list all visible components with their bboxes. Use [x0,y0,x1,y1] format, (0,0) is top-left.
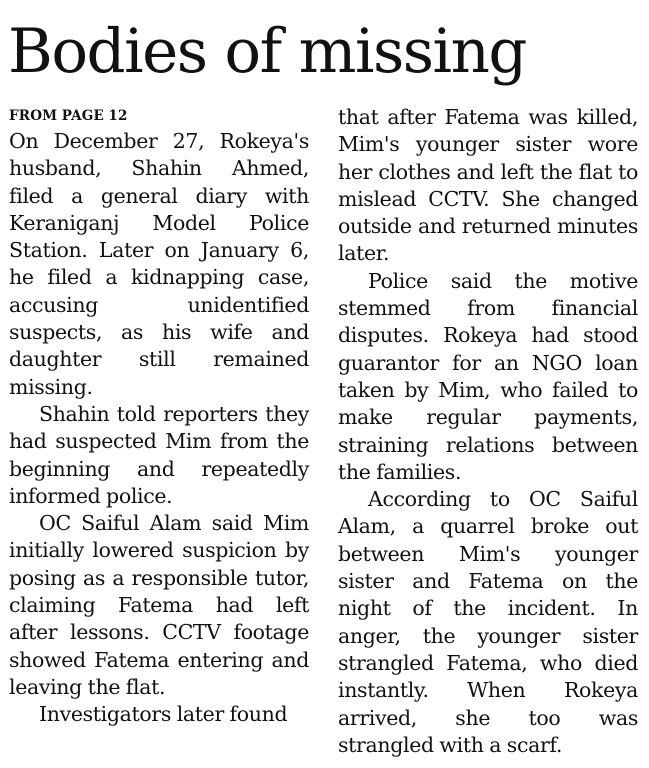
article-column-right [338,104,638,759]
jump-label: FROM PAGE 12 [9,108,128,124]
paragraph: Shahin told reporters they had suspected Mim from the beginning and repeatedly informed police. [9,401,309,508]
paragraph: that after Fatema was killed, Mim's younger sister wore her clothes and left the flat to mislead CCTV. She changed outside and returned minutes later. [338,105,638,266]
paragraph: According to OC Saiful Alam, a quarrel broke out between Mim's younger sister and Fatema on the night of the incident. In anger, the younger sister strangled Fatema, who died instantly. When Rokeya arrived, she too was strangled with a scarf. [338,487,638,757]
paragraph: Police said the motive stemmed from financial disputes. Rokeya had stood guarantor for an NGO loan taken by Mim, who failed to make regular payments, straining relations between the families. [338,268,638,484]
paragraph: Investigators later found [39,702,288,727]
paragraph: OC Saiful Alam said Mim initially lowered suspicion by posing as a responsible tutor, claiming Fatema had left after lessons. CCTV footage showed Fatema entering and leaving the flat. [9,511,309,699]
headline: Bodies of missing [8,16,526,87]
article-column-left [9,104,309,729]
paragraph: On December 27, Rokeya's husband, Shahin Ahmed, filed a general diary with Keraniganj Model Police Station. Later on January 6, he filed a kidnapping case, accusing unidentified suspects, as his wife and daughter still remained missing. [9,129,309,399]
